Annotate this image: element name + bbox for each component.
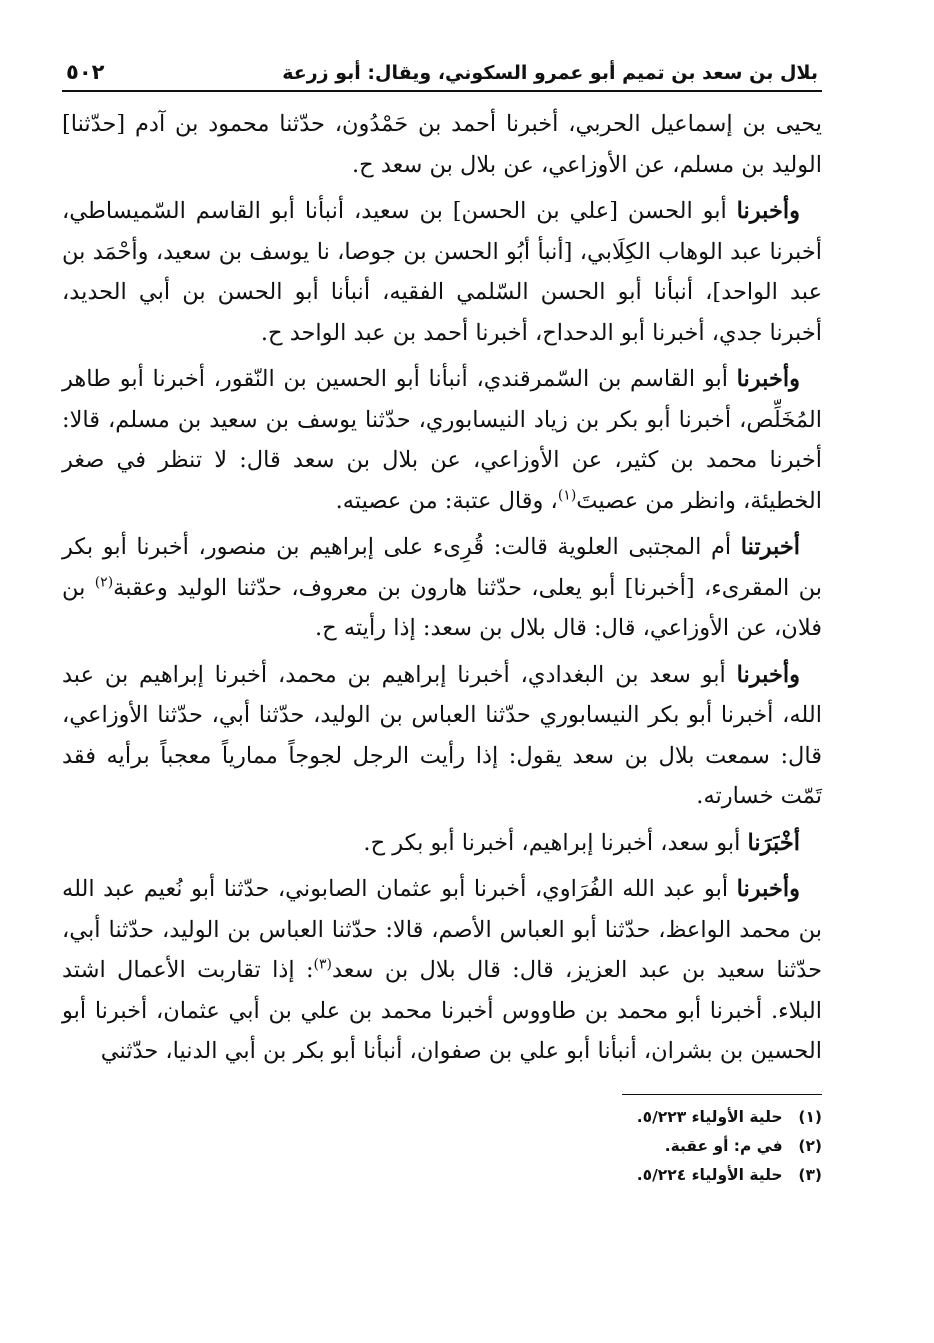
paragraph-text: أبو الحسن [علي بن الحسن] بن سعيد، أنبأنا أبو القاسم السّميساطي، أخبرنا عبد الوهاب الكِلَابي، [أنبأ أبُو الحسن بن جوصا، نا يوسف بن سعيد، وأحْمَد بن عبد الواحد]، أنبأنا أبو الحسن السّلمي الفقيه، أنبأنا أبو الحسن بن أبي الحديد، أخبرنا جدي، أخبرنا أبو الدحداح، أخبرنا أحمد بن عبد الواحد ح. — [62, 198, 822, 346]
footnote-text: في م: أو عقبة. — [664, 1136, 783, 1155]
paragraph-text: أم المجتبى العلوية قالت: قُرِىء على إبراهيم بن منصور، أخبرنا أبو بكر بن المقرىء، [أخبرنا] أبو يعلى، حدّثنا هارون بن معروف، حدّثنا الوليد وعقبة — [62, 534, 822, 601]
footnote-divider — [622, 1094, 822, 1095]
paragraph-text-continued: بن فلان، عن الأوزاعي، قال: قال بلال بن سعد: إذا رأيته ح. — [62, 574, 822, 641]
page-number: ٥٠٢ — [66, 60, 105, 84]
paragraph-6 — [62, 823, 822, 864]
body-text — [62, 104, 822, 1072]
paragraph-text: يحيى بن إسماعيل الحربي، أخبرنا أحمد بن حَمْدُون، حدّثنا محمود بن آدم [حدّثنا] الوليد بن مسلم، عن الأوزاعي، عن بلال بن سعد ح. — [62, 111, 822, 178]
paragraph-text: أبو سعد بن البغدادي، أخبرنا إبراهيم بن محمد، أخبرنا إبراهيم بن عبد الله، أخبرنا أبو بكر النيسابوري حدّثنا العباس بن الوليد، حدّثنا أبي، حدّثنا الأوزاعي، قال: سمعت بلال بن سعد يقول: إذا رأيت الرجل لجوجاً ممارياً معجباً برأيه فقد تَمّت خسارته. — [62, 661, 822, 809]
paragraph-lead: وأخبرنا — [736, 366, 800, 392]
footnote-3 — [62, 1161, 822, 1190]
paragraph-4 — [62, 527, 822, 649]
paragraph-7 — [62, 869, 822, 1072]
paragraph-lead: أخبرتنا — [740, 534, 800, 560]
paragraph-1 — [62, 104, 822, 185]
running-header — [62, 60, 822, 92]
paragraph-2 — [62, 191, 822, 353]
paragraph-lead: وأخبرنا — [736, 876, 800, 902]
footnotes — [62, 1103, 822, 1190]
footnote-text: حلية الأولياء ٥/٢٢٤. — [636, 1165, 783, 1184]
running-title: بلال بن سعد بن تميم أبو عمرو السكوني، ويقال: أبو زرعة — [282, 62, 818, 84]
paragraph-text: أبو عبد الله الفُرَاوي، أخبرنا أبو عثمان الصابوني، حدّثنا أبو نُعيم عبد الله بن محمد الواعظ، حدّثنا أبو العباس الأصم، قالا: حدّثنا العباس بن الوليد، حدّثنا أبي، حدّثنا سعيد بن عبد العزيز، قال: قال بلال بن سعد — [62, 876, 822, 983]
footnote-reference: (١) — [557, 487, 577, 503]
paragraph-text-continued: ، وقال عتبة: من عصيته. — [335, 487, 558, 514]
footnote-text: حلية الأولياء ٥/٢٢٣. — [636, 1107, 783, 1126]
paragraph-text: أبو سعد، أخبرنا إبراهيم، أخبرنا أبو بكر ح. — [363, 829, 748, 856]
footnote-reference: (٣) — [313, 956, 332, 973]
paragraph-5 — [62, 655, 822, 817]
footnote-number: (٣) — [798, 1165, 822, 1184]
paragraph-text: أبو القاسم بن السّمرقندي، أنبأنا أبو الحسين بن النّقور، أخبرنا أبو طاهر المُخَلِّص، أخبرنا أبو بكر بن زياد النيسابوري، حدّثنا يوسف بن سعيد بن مسلم، قالا: أخبرنا محمد بن كثير، عن الأوزاعي، عن بلال بن سعد قال: لا تنظر في صغر الخطيئة، وانظر من عصيتَ — [62, 366, 822, 514]
paragraph-text-continued: : إذا تقاربت الأعمال اشتد البلاء. أخبرنا أبو محمد بن طاووس أخبرنا محمد بن علي بن أبي عثمان، أخبرنا أبو الحسين بن بشران، أنبأنا أبو علي بن صفوان، أنبأنا أبو بكر بن أبي الدنيا، حدّثني — [62, 957, 822, 1064]
page — [62, 60, 822, 1190]
footnote-2 — [62, 1132, 822, 1161]
paragraph-lead: وأخبرنا — [736, 198, 800, 224]
footnote-number: (٢) — [798, 1136, 822, 1155]
paragraph-3 — [62, 359, 822, 521]
footnote-reference: (٢) — [94, 574, 114, 590]
paragraph-lead: أخْبَرَنا — [747, 829, 800, 856]
footnote-1 — [62, 1103, 822, 1132]
paragraph-lead: وأخبرنا — [736, 661, 800, 688]
footnote-number: (١) — [798, 1107, 822, 1126]
